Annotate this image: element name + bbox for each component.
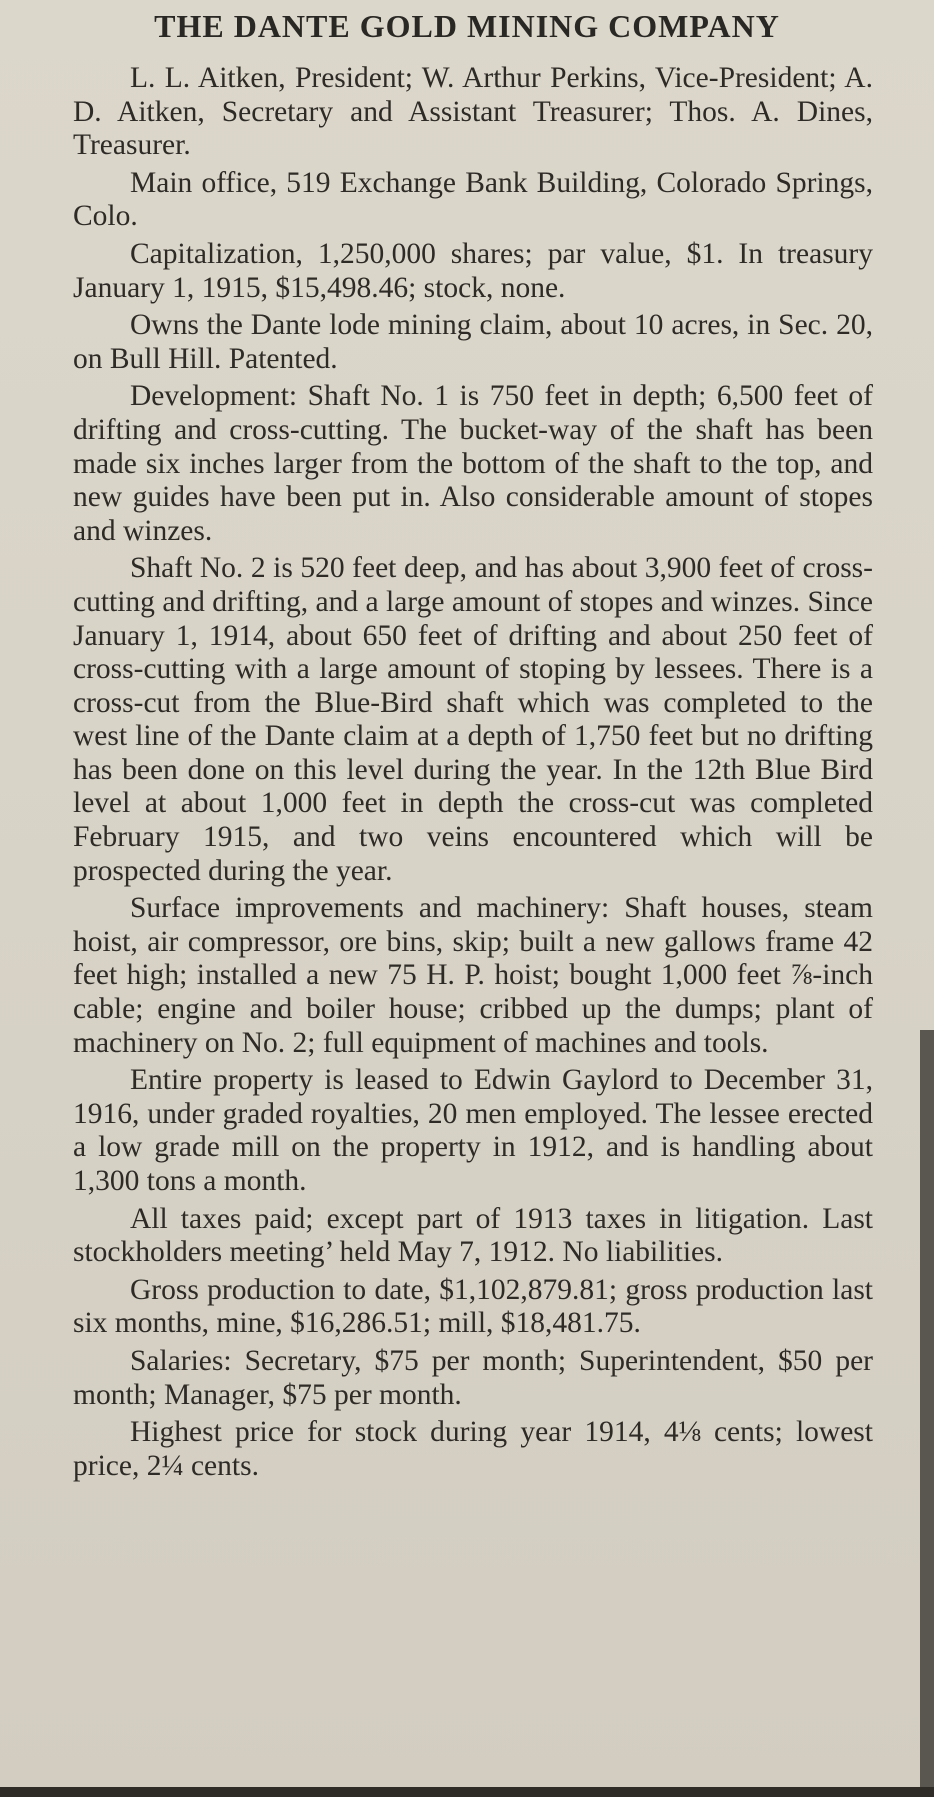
page-bottom-border <box>0 1787 934 1797</box>
paragraph-salaries: Salaries: Secretary, $75 per month; Superintendent, $50 per month; Manager, $75 per month. <box>73 1344 873 1411</box>
company-description <box>73 62 873 1487</box>
company-heading: THE DANTE GOLD MINING COMPANY <box>154 8 780 44</box>
paragraph-main-office: Main office, 519 Exchange Bank Building, Colorado Springs, Colo. <box>73 166 873 233</box>
paragraph-stock-price: Highest price for stock during year 1914, 4⅛ cents; lowest price, 2¼ cents. <box>73 1416 873 1482</box>
paragraph-taxes: All taxes paid; except part of 1913 taxes in litigation. Last stockholders meeting’ held May 7, 1912. No liabilities. <box>73 1202 873 1269</box>
paragraph-officers: L. L. Aitken, President; W. Arthur Perkins, Vice-President; A. D. Aitken, Secretary and Assistant Treasurer; Thos. A. Dines, Treasurer. <box>73 62 873 162</box>
paragraph-claim: Owns the Dante lode mining claim, about 10 acres, in Sec. 20, on Bull Hill. Patented. <box>73 309 873 375</box>
paragraph-production: Gross production to date, $1,102,879.81; gross production last six months, mine, $16,286.51; mill, $18,481.75. <box>73 1273 873 1340</box>
paragraph-lease: Entire property is leased to Edwin Gaylord to December 31, 1916, under graded royalties, 20 men employed. The lessee erected a low grade mill on the property in 1912, and is handling about 1,300 tons a month. <box>73 1064 873 1197</box>
paragraph-capitalization: Capitalization, 1,250,000 shares; par value, $1. In treasury January 1, 1915, $15,498.46; stock, none. <box>73 237 873 304</box>
paragraph-shaft-two: Shaft No. 2 is 520 feet deep, and has about 3,900 feet of cross-cutting and drifting, and a large amount of stopes and winzes. Since January 1, 1914, about 650 feet of drifting and about 250 feet of cross-cutting with a large amount of stoping by lessees. There is a cross-cut from the Blue-Bird shaft which was completed to the west line of the Dante claim at a depth of 1,750 feet but no drifting has been done on this level during the year. In the 12th Blue Bird level at about 1,000 feet in depth the cross-cut was completed February 1915, and two veins encountered which will be prospected during the year. <box>73 552 873 887</box>
page-edge-shadow <box>920 1030 934 1797</box>
paragraph-development: Development: Shaft No. 1 is 750 feet in depth; 6,500 feet of drifting and cross-cutting. The bucket-way of the shaft has been made six inches larger from the bottom of the shaft to the top, and new guides have been put in. Also considerable amount of stopes and winzes. <box>73 380 873 547</box>
paragraph-surface-improvements: Surface improvements and machinery: Shaft houses, steam hoist, air compressor, ore bins, skip; built a new gallows frame 42 feet high; installed a new 75 H. P. hoist; bought 1,000 feet ⅞-inch cable; engine and boiler house; cribbed up the dumps; plant of machinery on No. 2; full equipment of machines and tools. <box>73 892 873 1059</box>
